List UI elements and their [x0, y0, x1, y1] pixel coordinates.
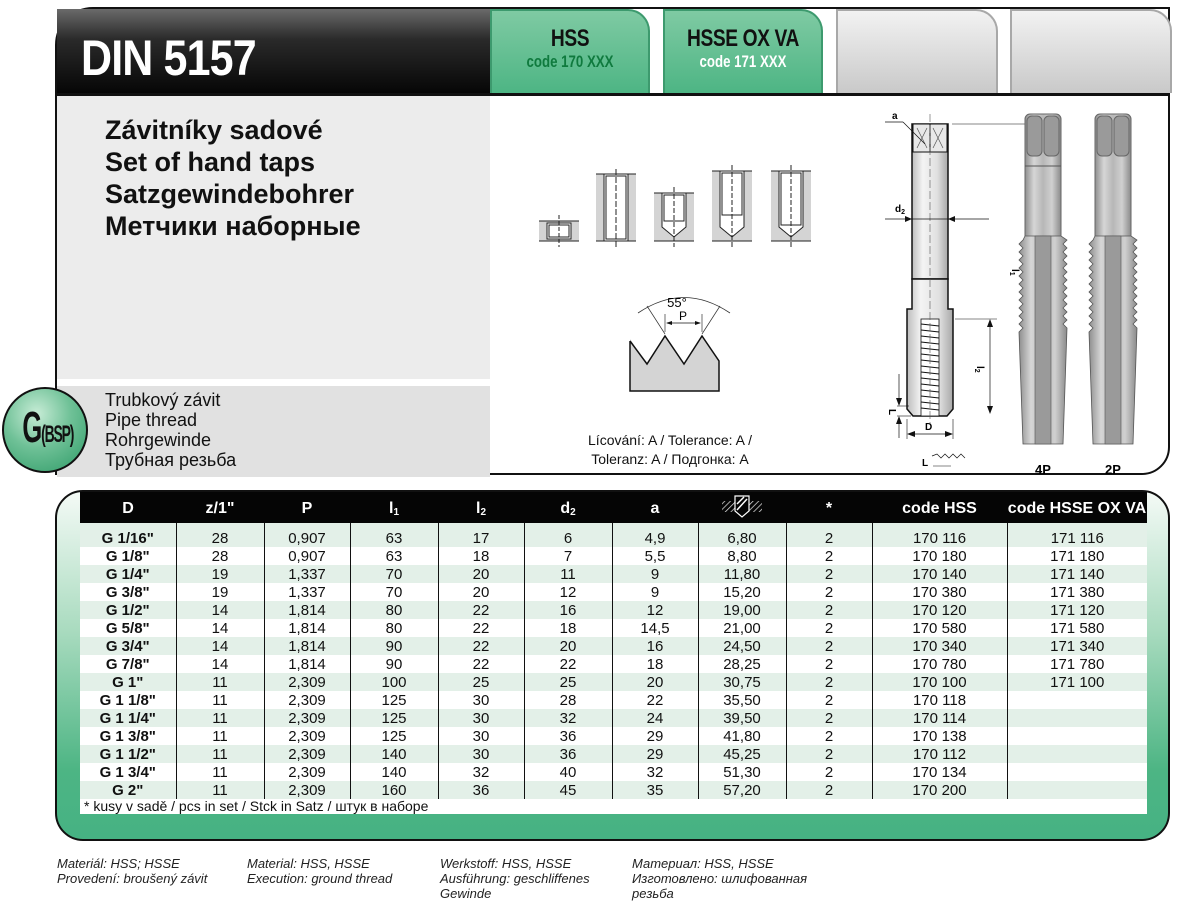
product-title	[105, 114, 361, 242]
cell-D: G 3/4"	[80, 637, 176, 655]
cell-pcs: 2	[786, 637, 872, 655]
cell-code-hss: 170 180	[872, 547, 1007, 565]
cell-code-hsse: 171 780	[1007, 655, 1147, 673]
thread-angle-label: 55°	[667, 295, 687, 310]
cell-l2: 22	[438, 655, 524, 673]
cell-d2: 45	[524, 781, 612, 799]
cell-code-hss: 170 780	[872, 655, 1007, 673]
cell-code-hsse	[1007, 763, 1147, 781]
col-header-code-hss: code HSS	[872, 492, 1007, 523]
cell-D: G 2"	[80, 781, 176, 799]
cell-d2: 18	[524, 619, 612, 637]
cell-z: 11	[176, 745, 264, 763]
col-header-a: a	[612, 492, 698, 523]
title-bar	[57, 9, 490, 95]
cell-z: 11	[176, 673, 264, 691]
cell-pcs: 2	[786, 583, 872, 601]
thread-badge-g-bsp	[2, 387, 88, 473]
cell-D: G 1 1/2"	[80, 745, 176, 763]
cell-code-hsse: 171 100	[1007, 673, 1147, 691]
footer-en-material: Material: HSS, HSSE	[247, 856, 370, 871]
cell-P: 1,814	[264, 619, 350, 637]
tolerance-line-1: Lícování: A / Tolerance: A /	[588, 432, 752, 448]
cell-code-hsse: 171 380	[1007, 583, 1147, 601]
cell-a: 29	[612, 727, 698, 745]
cell-l2: 22	[438, 619, 524, 637]
cell-a: 22	[612, 691, 698, 709]
dim-L-label: L	[886, 409, 897, 416]
tab-hss-code: code 170 XXX	[526, 52, 614, 71]
cell-D: G 1"	[80, 673, 176, 691]
cell-z: 11	[176, 763, 264, 781]
cell-l2: 25	[438, 673, 524, 691]
table-footnote: * kusy v sadě / pcs in set / Stck in Satz / штук в наборе	[84, 798, 429, 814]
cell-drill: 19,00	[698, 601, 786, 619]
cell-d2: 32	[524, 709, 612, 727]
footer-en-execution: Execution: ground thread	[247, 871, 393, 886]
cell-P: 2,309	[264, 673, 350, 691]
cell-d2: 11	[524, 565, 612, 583]
description-panel	[57, 96, 490, 379]
cell-pcs: 2	[786, 619, 872, 637]
table-row	[80, 727, 1147, 745]
cell-l1: 125	[350, 709, 438, 727]
cell-z: 11	[176, 691, 264, 709]
cell-D: G 7/8"	[80, 655, 176, 673]
cell-a: 9	[612, 583, 698, 601]
cell-l2: 36	[438, 781, 524, 799]
cell-code-hss: 170 120	[872, 601, 1007, 619]
table-row	[80, 745, 1147, 763]
cell-drill: 24,50	[698, 637, 786, 655]
cell-l1: 90	[350, 655, 438, 673]
cell-pcs: 2	[786, 673, 872, 691]
cell-code-hsse: 171 580	[1007, 619, 1147, 637]
cell-d2: 28	[524, 691, 612, 709]
cell-l1: 80	[350, 601, 438, 619]
cell-D: G 1/2"	[80, 601, 176, 619]
cell-d2: 20	[524, 637, 612, 655]
cell-pcs: 2	[786, 691, 872, 709]
tab-hsse-label: HSSE OX VA	[687, 25, 799, 52]
cell-D: G 1/8"	[80, 547, 176, 565]
cell-l1: 140	[350, 745, 438, 763]
thread-type-panel	[57, 386, 490, 477]
table-row	[80, 523, 1147, 547]
tap-variants-drawing	[1007, 104, 1172, 477]
cell-P: 2,309	[264, 763, 350, 781]
cell-D: G 1/4"	[80, 565, 176, 583]
cell-pcs: 2	[786, 709, 872, 727]
cell-drill: 11,80	[698, 565, 786, 583]
cell-a: 32	[612, 763, 698, 781]
cell-a: 29	[612, 745, 698, 763]
cell-pcs: 2	[786, 601, 872, 619]
dim-l2-label: $l_2$	[973, 366, 985, 373]
cell-l2: 30	[438, 691, 524, 709]
cell-z: 19	[176, 565, 264, 583]
cell-D: G 3/8"	[80, 583, 176, 601]
cell-l2: 22	[438, 637, 524, 655]
cell-drill: 57,20	[698, 781, 786, 799]
hole-types-icon	[537, 159, 837, 249]
cell-l2: 30	[438, 709, 524, 727]
cell-l1: 80	[350, 619, 438, 637]
cell-code-hss: 170 114	[872, 709, 1007, 727]
table-row	[80, 565, 1147, 583]
cell-code-hss: 170 134	[872, 763, 1007, 781]
cell-code-hss: 170 118	[872, 691, 1007, 709]
col-header-pcs: *	[786, 492, 872, 523]
cell-z: 28	[176, 523, 264, 547]
cell-pcs: 2	[786, 523, 872, 547]
cell-code-hsse	[1007, 727, 1147, 745]
table-row	[80, 619, 1147, 637]
cell-P: 0,907	[264, 523, 350, 547]
cell-pcs: 2	[786, 781, 872, 799]
cell-drill: 45,25	[698, 745, 786, 763]
cell-d2: 22	[524, 655, 612, 673]
tab-empty-2[interactable]	[1010, 9, 1172, 93]
cell-z: 19	[176, 583, 264, 601]
tab-hsse-ox-va[interactable]	[663, 9, 823, 93]
dim-d2-label: $d_2$	[895, 204, 906, 216]
table-body	[80, 523, 1147, 799]
cell-l2: 32	[438, 763, 524, 781]
cell-code-hss: 170 340	[872, 637, 1007, 655]
footer-cz	[57, 856, 207, 886]
cell-drill: 41,80	[698, 727, 786, 745]
tab-empty-1[interactable]	[836, 9, 998, 93]
cell-code-hsse: 171 340	[1007, 637, 1147, 655]
cell-l1: 63	[350, 547, 438, 565]
thread-type-cz: Trubkový závit	[105, 390, 221, 410]
cell-code-hss: 170 116	[872, 523, 1007, 547]
cell-z: 14	[176, 619, 264, 637]
footer-cz-material: Materiál: HSS; HSSE	[57, 856, 180, 871]
col-header-d2: $d_2$	[524, 492, 612, 523]
cell-drill: 28,25	[698, 655, 786, 673]
table-row	[80, 763, 1147, 781]
footer-de-execution: Ausführung: geschliffenes	[440, 871, 590, 886]
cell-pcs: 2	[786, 565, 872, 583]
table-row	[80, 655, 1147, 673]
thread-profile-icon	[622, 284, 732, 394]
footer-ru-execution: Изготовлено: шлифованная	[632, 871, 808, 886]
cell-pcs: 2	[786, 655, 872, 673]
cell-pcs: 2	[786, 763, 872, 781]
cell-l2: 18	[438, 547, 524, 565]
badge-text	[22, 403, 73, 453]
cell-a: 4,9	[612, 523, 698, 547]
cell-pcs: 2	[786, 547, 872, 565]
chamfer-L-label: L	[922, 458, 929, 469]
badge-main: G	[22, 403, 42, 452]
title-en: Set of hand taps	[105, 147, 316, 177]
tolerance-note	[540, 431, 800, 469]
cell-code-hsse	[1007, 781, 1147, 799]
col-header-l2: $l_2$	[438, 492, 524, 523]
cell-l1: 90	[350, 637, 438, 655]
cell-d2: 25	[524, 673, 612, 691]
footer-de	[440, 856, 590, 901]
cell-l2: 20	[438, 583, 524, 601]
cell-z: 11	[176, 709, 264, 727]
cell-a: 16	[612, 637, 698, 655]
cell-a: 18	[612, 655, 698, 673]
product-header-panel	[55, 7, 1170, 475]
title-ru: Метчики наборные	[105, 211, 361, 241]
col-header-D: D	[80, 492, 176, 523]
cell-l1: 125	[350, 691, 438, 709]
thread-type-de: Rohrgewinde	[105, 430, 212, 450]
badge-sub: (BSP)	[41, 421, 74, 448]
footer-de-material: Werkstoff: HSS, HSSE	[440, 856, 572, 871]
cell-l2: 30	[438, 727, 524, 745]
cell-P: 0,907	[264, 547, 350, 565]
cell-code-hss: 170 112	[872, 745, 1007, 763]
cell-a: 12	[612, 601, 698, 619]
tab-hsse-code: code 171 XXX	[699, 52, 787, 71]
cell-l1: 140	[350, 763, 438, 781]
cell-code-hsse	[1007, 691, 1147, 709]
page-title: DIN 5157	[81, 30, 256, 86]
col-header-l1: $l_1$	[350, 492, 438, 523]
title-cz: Závitníky sadové	[105, 115, 323, 145]
cell-D: G 1 1/8"	[80, 691, 176, 709]
cell-d2: 7	[524, 547, 612, 565]
cell-a: 35	[612, 781, 698, 799]
cell-D: G 1 1/4"	[80, 709, 176, 727]
cell-P: 1,814	[264, 655, 350, 673]
cell-z: 11	[176, 727, 264, 745]
cell-a: 24	[612, 709, 698, 727]
cell-D: G 1 3/4"	[80, 763, 176, 781]
spec-table-container	[80, 492, 1147, 814]
cell-pcs: 2	[786, 727, 872, 745]
cell-z: 14	[176, 601, 264, 619]
cell-a: 5,5	[612, 547, 698, 565]
cell-D: G 1 3/8"	[80, 727, 176, 745]
cell-P: 2,309	[264, 709, 350, 727]
tab-hss[interactable]	[490, 9, 650, 93]
cell-P: 2,309	[264, 691, 350, 709]
cell-code-hsse	[1007, 709, 1147, 727]
tap-2p-icon	[1089, 114, 1137, 477]
col-header-code-hsse: code HSSE OX VA	[1007, 492, 1147, 523]
cell-drill: 15,20	[698, 583, 786, 601]
cell-P: 2,309	[264, 745, 350, 763]
cell-d2: 16	[524, 601, 612, 619]
cell-z: 11	[176, 781, 264, 799]
cell-P: 2,309	[264, 727, 350, 745]
cell-drill: 35,50	[698, 691, 786, 709]
dim-a-label: a	[892, 111, 898, 122]
cell-z: 14	[176, 655, 264, 673]
cell-code-hss: 170 140	[872, 565, 1007, 583]
footer-de-execution-cont: Gewinde	[440, 886, 492, 901]
spec-table-panel	[55, 490, 1170, 841]
cell-code-hsse: 171 140	[1007, 565, 1147, 583]
cell-pcs: 2	[786, 745, 872, 763]
cell-z: 14	[176, 637, 264, 655]
footer-ru	[632, 856, 807, 901]
cell-P: 2,309	[264, 781, 350, 799]
footer-ru-material: Материал: HSS, HSSE	[632, 856, 774, 871]
dim-l1-label: $l_1$	[1008, 269, 1020, 276]
drill-hole-icon	[720, 494, 764, 518]
cell-l1: 100	[350, 673, 438, 691]
cell-z: 28	[176, 547, 264, 565]
cell-d2: 36	[524, 745, 612, 763]
spec-table	[80, 492, 1147, 799]
cell-code-hss: 170 138	[872, 727, 1007, 745]
cell-l2: 17	[438, 523, 524, 547]
footer-en	[247, 856, 392, 886]
table-row	[80, 691, 1147, 709]
cell-l1: 63	[350, 523, 438, 547]
cell-a: 20	[612, 673, 698, 691]
cell-code-hss: 170 200	[872, 781, 1007, 799]
cell-code-hss: 170 380	[872, 583, 1007, 601]
cell-code-hsse: 171 180	[1007, 547, 1147, 565]
cell-D: G 5/8"	[80, 619, 176, 637]
table-header-row	[80, 492, 1147, 523]
tap-dimension-drawing	[857, 104, 1020, 474]
footer-cz-execution: Provedení: broušený závit	[57, 871, 208, 886]
cell-drill: 6,80	[698, 523, 786, 547]
thread-type-text	[105, 390, 236, 470]
pitch-label: P	[678, 309, 688, 323]
cell-P: 1,814	[264, 637, 350, 655]
cell-drill: 51,30	[698, 763, 786, 781]
cell-code-hss: 170 100	[872, 673, 1007, 691]
cell-d2: 40	[524, 763, 612, 781]
cell-code-hss: 170 580	[872, 619, 1007, 637]
dim-D-label: D	[925, 422, 933, 433]
cell-drill: 39,50	[698, 709, 786, 727]
tab-hss-label: HSS	[550, 25, 590, 52]
table-row	[80, 583, 1147, 601]
cell-d2: 36	[524, 727, 612, 745]
thread-type-ru: Трубная резьба	[105, 450, 237, 470]
cell-code-hsse: 171 116	[1007, 523, 1147, 547]
cell-l1: 160	[350, 781, 438, 799]
cell-code-hsse: 171 120	[1007, 601, 1147, 619]
table-row	[80, 637, 1147, 655]
title-de: Satzgewindebohrer	[105, 179, 355, 209]
cell-code-hsse	[1007, 745, 1147, 763]
cell-l2: 30	[438, 745, 524, 763]
cell-D: G 1/16"	[80, 523, 176, 547]
footer-ru-execution-cont: резьба	[632, 886, 674, 901]
cell-d2: 12	[524, 583, 612, 601]
cell-drill: 8,80	[698, 547, 786, 565]
cell-P: 1,337	[264, 565, 350, 583]
cell-a: 14,5	[612, 619, 698, 637]
table-row	[80, 781, 1147, 799]
cell-d2: 6	[524, 523, 612, 547]
tap-4p-label: 4P	[1035, 462, 1051, 477]
cell-l2: 22	[438, 601, 524, 619]
col-header-P: P	[264, 492, 350, 523]
cell-a: 9	[612, 565, 698, 583]
col-header-drill	[698, 492, 786, 523]
cell-P: 1,337	[264, 583, 350, 601]
table-row	[80, 673, 1147, 691]
tap-2p-label: 2P	[1105, 462, 1121, 477]
table-row	[80, 547, 1147, 565]
cell-l1: 70	[350, 583, 438, 601]
thread-type-en: Pipe thread	[105, 410, 198, 430]
cell-l2: 20	[438, 565, 524, 583]
cell-drill: 30,75	[698, 673, 786, 691]
tap-4p-icon	[1019, 114, 1067, 477]
tolerance-line-2: Toleranz: A / Подгонка: A	[591, 451, 749, 467]
cell-l1: 125	[350, 727, 438, 745]
table-row	[80, 709, 1147, 727]
col-header-z: z/1"	[176, 492, 264, 523]
cell-P: 1,814	[264, 601, 350, 619]
cell-drill: 21,00	[698, 619, 786, 637]
table-row	[80, 601, 1147, 619]
cell-l1: 70	[350, 565, 438, 583]
